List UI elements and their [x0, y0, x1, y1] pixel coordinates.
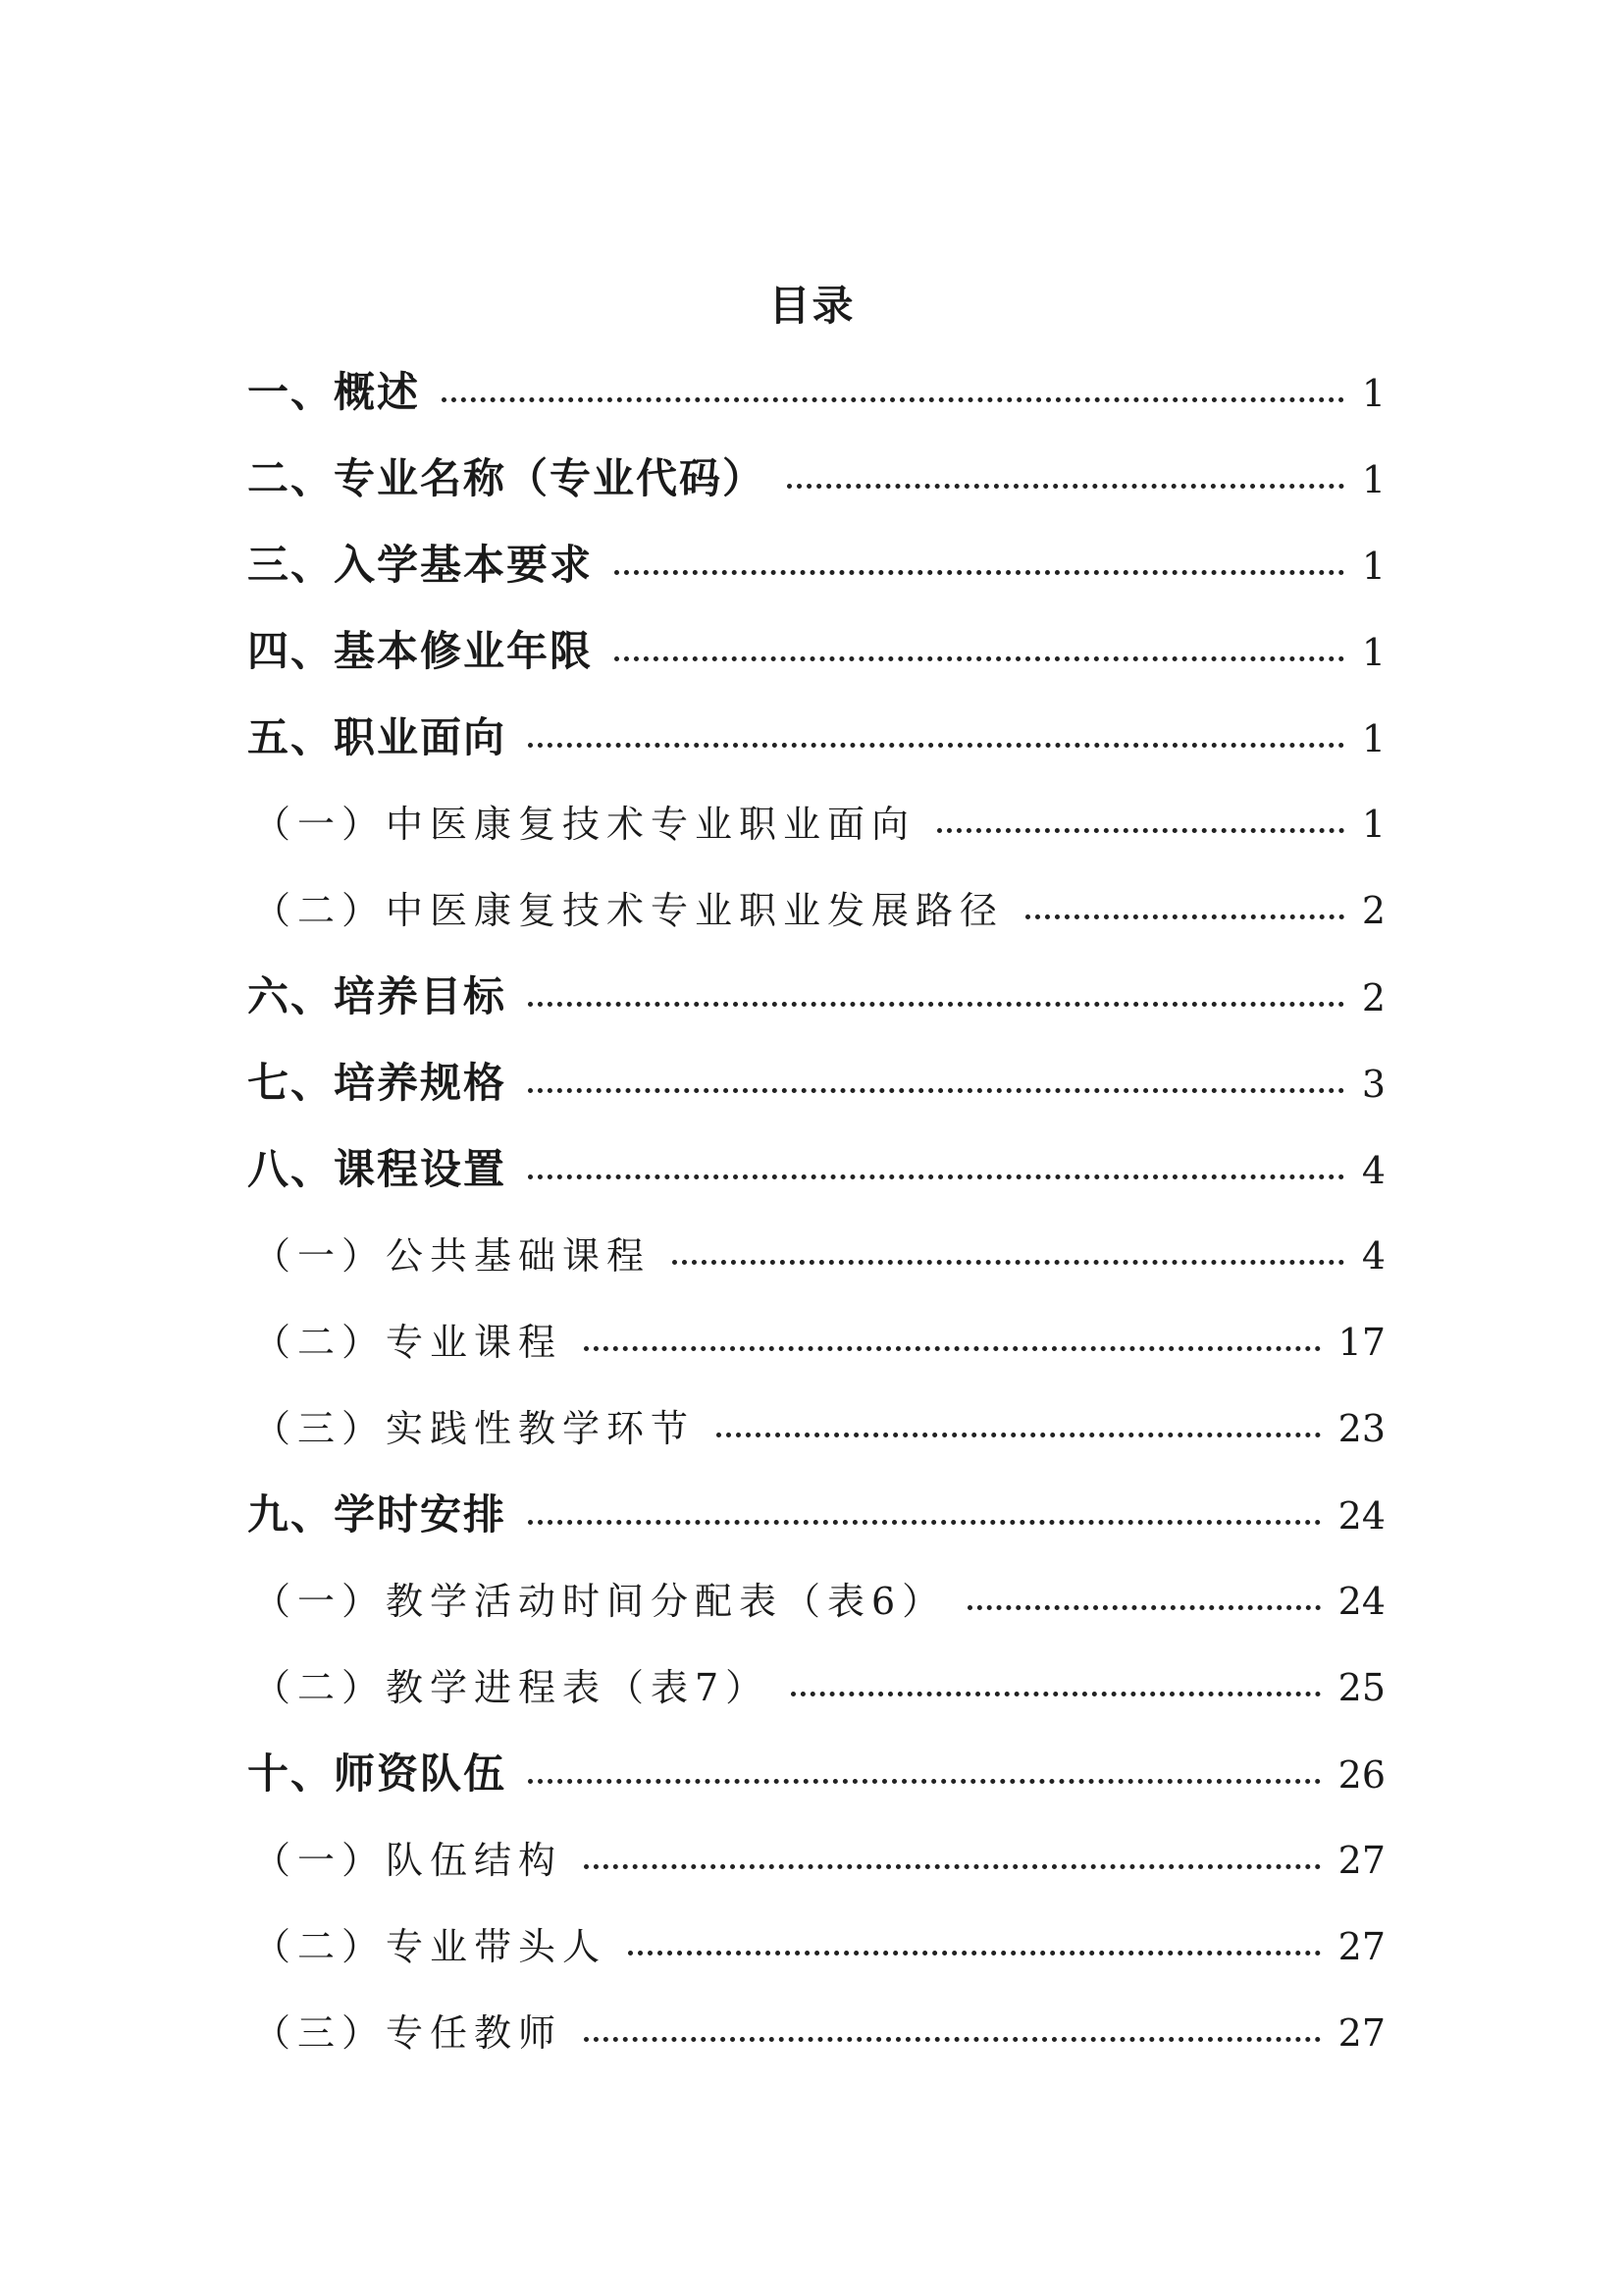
toc-dot-leader — [614, 570, 1344, 575]
toc-entry-label: （一）中医康复技术专业职业面向 — [253, 803, 917, 846]
toc-entry-page-number: 1 — [1361, 372, 1386, 415]
toc-dot-leader — [614, 656, 1344, 661]
toc-entry[interactable] — [247, 536, 1386, 622]
toc-entry-page-number: 1 — [1361, 631, 1386, 674]
toc-entry-label: （一）队伍结构 — [253, 1839, 563, 1882]
toc-dot-leader — [628, 1951, 1321, 1956]
toc-entry-page-number: 17 — [1337, 1321, 1386, 1364]
toc-entry-page-number: 1 — [1361, 717, 1386, 760]
toc-entry-page-number: 23 — [1337, 1407, 1386, 1450]
toc-entry-label: 七、培养规格 — [247, 1059, 507, 1107]
toc-entry[interactable] — [247, 1745, 1386, 1831]
toc-entry-label: 八、课程设置 — [247, 1145, 507, 1193]
toc-dot-leader — [787, 484, 1344, 489]
toc-entry[interactable] — [247, 967, 1386, 1054]
toc-entry[interactable] — [247, 881, 1386, 967]
toc-entry[interactable] — [247, 1831, 1386, 1917]
toc-list — [247, 363, 1386, 2090]
toc-dot-leader — [584, 1346, 1321, 1351]
toc-entry-page-number: 27 — [1337, 1925, 1386, 1968]
toc-entry-label: 四、基本修业年限 — [247, 627, 594, 675]
toc-dot-leader — [968, 1605, 1320, 1610]
toc-entry-label: 三、入学基本要求 — [247, 541, 594, 589]
toc-dot-leader — [716, 1433, 1321, 1437]
toc-entry-page-number: 4 — [1361, 1149, 1386, 1192]
toc-entry-page-number: 1 — [1361, 545, 1386, 588]
toc-dot-leader — [528, 1520, 1321, 1525]
toc-entry[interactable] — [247, 1313, 1386, 1399]
toc-entry-label: 五、职业面向 — [247, 713, 507, 761]
toc-entry-page-number: 1 — [1361, 803, 1386, 846]
toc-entry[interactable] — [247, 1572, 1386, 1658]
toc-entry[interactable] — [247, 708, 1386, 795]
toc-entry-page-number: 24 — [1337, 1580, 1386, 1623]
toc-entry[interactable] — [247, 363, 1386, 449]
toc-dot-leader — [528, 1088, 1344, 1093]
toc-entry-page-number: 27 — [1337, 1839, 1386, 1882]
toc-entry-page-number: 2 — [1361, 889, 1386, 932]
toc-dot-leader — [584, 1864, 1321, 1869]
toc-entry-label: （三）专任教师 — [253, 2011, 563, 2055]
toc-entry-label: 六、培养目标 — [247, 972, 507, 1020]
toc-dot-leader — [528, 1779, 1321, 1784]
toc-entry[interactable] — [247, 1399, 1386, 1486]
toc-dot-leader — [528, 1002, 1344, 1007]
toc-entry-label: （一）公共基础课程 — [253, 1234, 652, 1278]
toc-entry-label: （二）专业带头人 — [253, 1925, 607, 1968]
toc-entry-page-number: 24 — [1337, 1494, 1386, 1538]
toc-entry-label: （二）专业课程 — [253, 1321, 563, 1364]
toc-entry[interactable] — [247, 1658, 1386, 1745]
toc-entry[interactable] — [247, 2004, 1386, 2090]
toc-entry-label: （二）教学进程表（表7） — [253, 1666, 770, 1709]
toc-dot-leader — [442, 397, 1344, 402]
toc-title: 目录 — [768, 282, 856, 330]
toc-entry-label: （三）实践性教学环节 — [253, 1407, 696, 1450]
toc-entry-page-number: 1 — [1361, 458, 1386, 501]
toc-entry-label: 二、专业名称（专业代码） — [247, 454, 766, 502]
toc-entry-page-number: 3 — [1361, 1063, 1386, 1106]
toc-entry[interactable] — [247, 795, 1386, 881]
toc-dot-leader — [1025, 914, 1344, 919]
toc-dot-leader — [937, 828, 1344, 833]
toc-entry-page-number: 25 — [1337, 1666, 1386, 1709]
toc-entry-label: 一、概述 — [247, 368, 421, 416]
toc-entry-page-number: 26 — [1337, 1753, 1386, 1797]
toc-entry[interactable] — [247, 1917, 1386, 2004]
toc-entry[interactable] — [247, 1226, 1386, 1313]
toc-entry-label: （一）教学活动时间分配表（表6） — [253, 1580, 947, 1623]
toc-dot-leader — [528, 743, 1344, 748]
toc-entry[interactable] — [247, 1054, 1386, 1140]
toc-entry-page-number: 4 — [1361, 1234, 1386, 1278]
toc-dot-leader — [584, 2037, 1321, 2042]
toc-entry-page-number: 27 — [1337, 2011, 1386, 2055]
toc-entry[interactable] — [247, 449, 1386, 536]
toc-entry-label: 九、学时安排 — [247, 1490, 507, 1539]
toc-dot-leader — [672, 1260, 1344, 1265]
toc-entry[interactable] — [247, 622, 1386, 708]
toc-entry-label: （二）中医康复技术专业职业发展路径 — [253, 889, 1005, 932]
toc-entry-page-number: 2 — [1361, 976, 1386, 1019]
toc-entry[interactable] — [247, 1140, 1386, 1226]
toc-dot-leader — [528, 1174, 1344, 1179]
toc-entry-label: 十、师资队伍 — [247, 1749, 507, 1798]
toc-entry[interactable] — [247, 1486, 1386, 1572]
toc-dot-leader — [791, 1692, 1320, 1696]
